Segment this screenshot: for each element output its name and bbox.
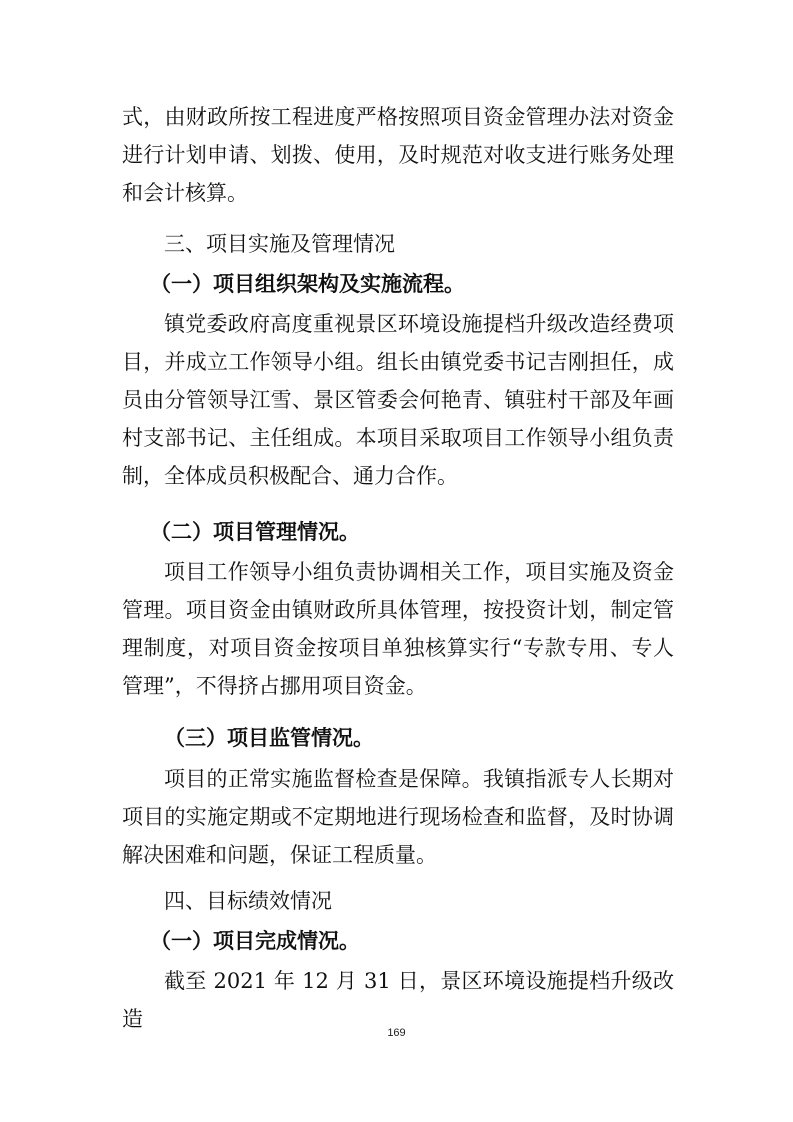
paragraph-organization: 镇党委政府高度重视景区环境设施提档升级改造经费项目，并成立工作领导小组。组长由镇党委书记吉刚担任，成员由分管领导江雪、景区管委会何艳青、镇驻村干部及年画村支部书记、主任组成。本项目采取项目工作领导小组负责制，全体成员积极配合、通力合作。 <box>122 312 674 488</box>
subheading-organization: （一）项目组织架构及实施流程。 <box>150 271 465 296</box>
paragraph-funds-management: 式，由财政所按工程进度严格按照项目资金管理办法对资金进行计划申请、划拨、使用，及时规范对收支进行账务处理和会计核算。 <box>122 105 674 205</box>
paragraph-completion: 截至 2021 年 12 月 31 日，景区环境设施提档升级改造 <box>122 969 674 1031</box>
section-heading-implementation: 三、项目实施及管理情况 <box>164 232 395 256</box>
page-number: 169 <box>387 1027 406 1039</box>
section-heading-performance: 四、目标绩效情况 <box>164 889 332 913</box>
subheading-completion: （一）项目完成情况。 <box>150 928 360 953</box>
paragraph-management: 项目工作领导小组负责协调相关工作，项目实施及资金管理。项目资金由镇财政所具体管理，按投资计划，制定管理制度，对项目资金按项目单独核算实行“专款专用、专人管理”，不得挤占挪用项目资金。 <box>122 560 674 698</box>
paragraph-supervision: 项目的正常实施监督检查是保障。我镇指派专人长期对项目的实施定期或不定期地进行现场检查和监督，及时协调解决困难和问题，保证工程质量。 <box>122 767 674 867</box>
subheading-supervision: （三）项目监管情况。 <box>164 725 374 750</box>
subheading-management: （二）项目管理情况。 <box>150 519 360 544</box>
